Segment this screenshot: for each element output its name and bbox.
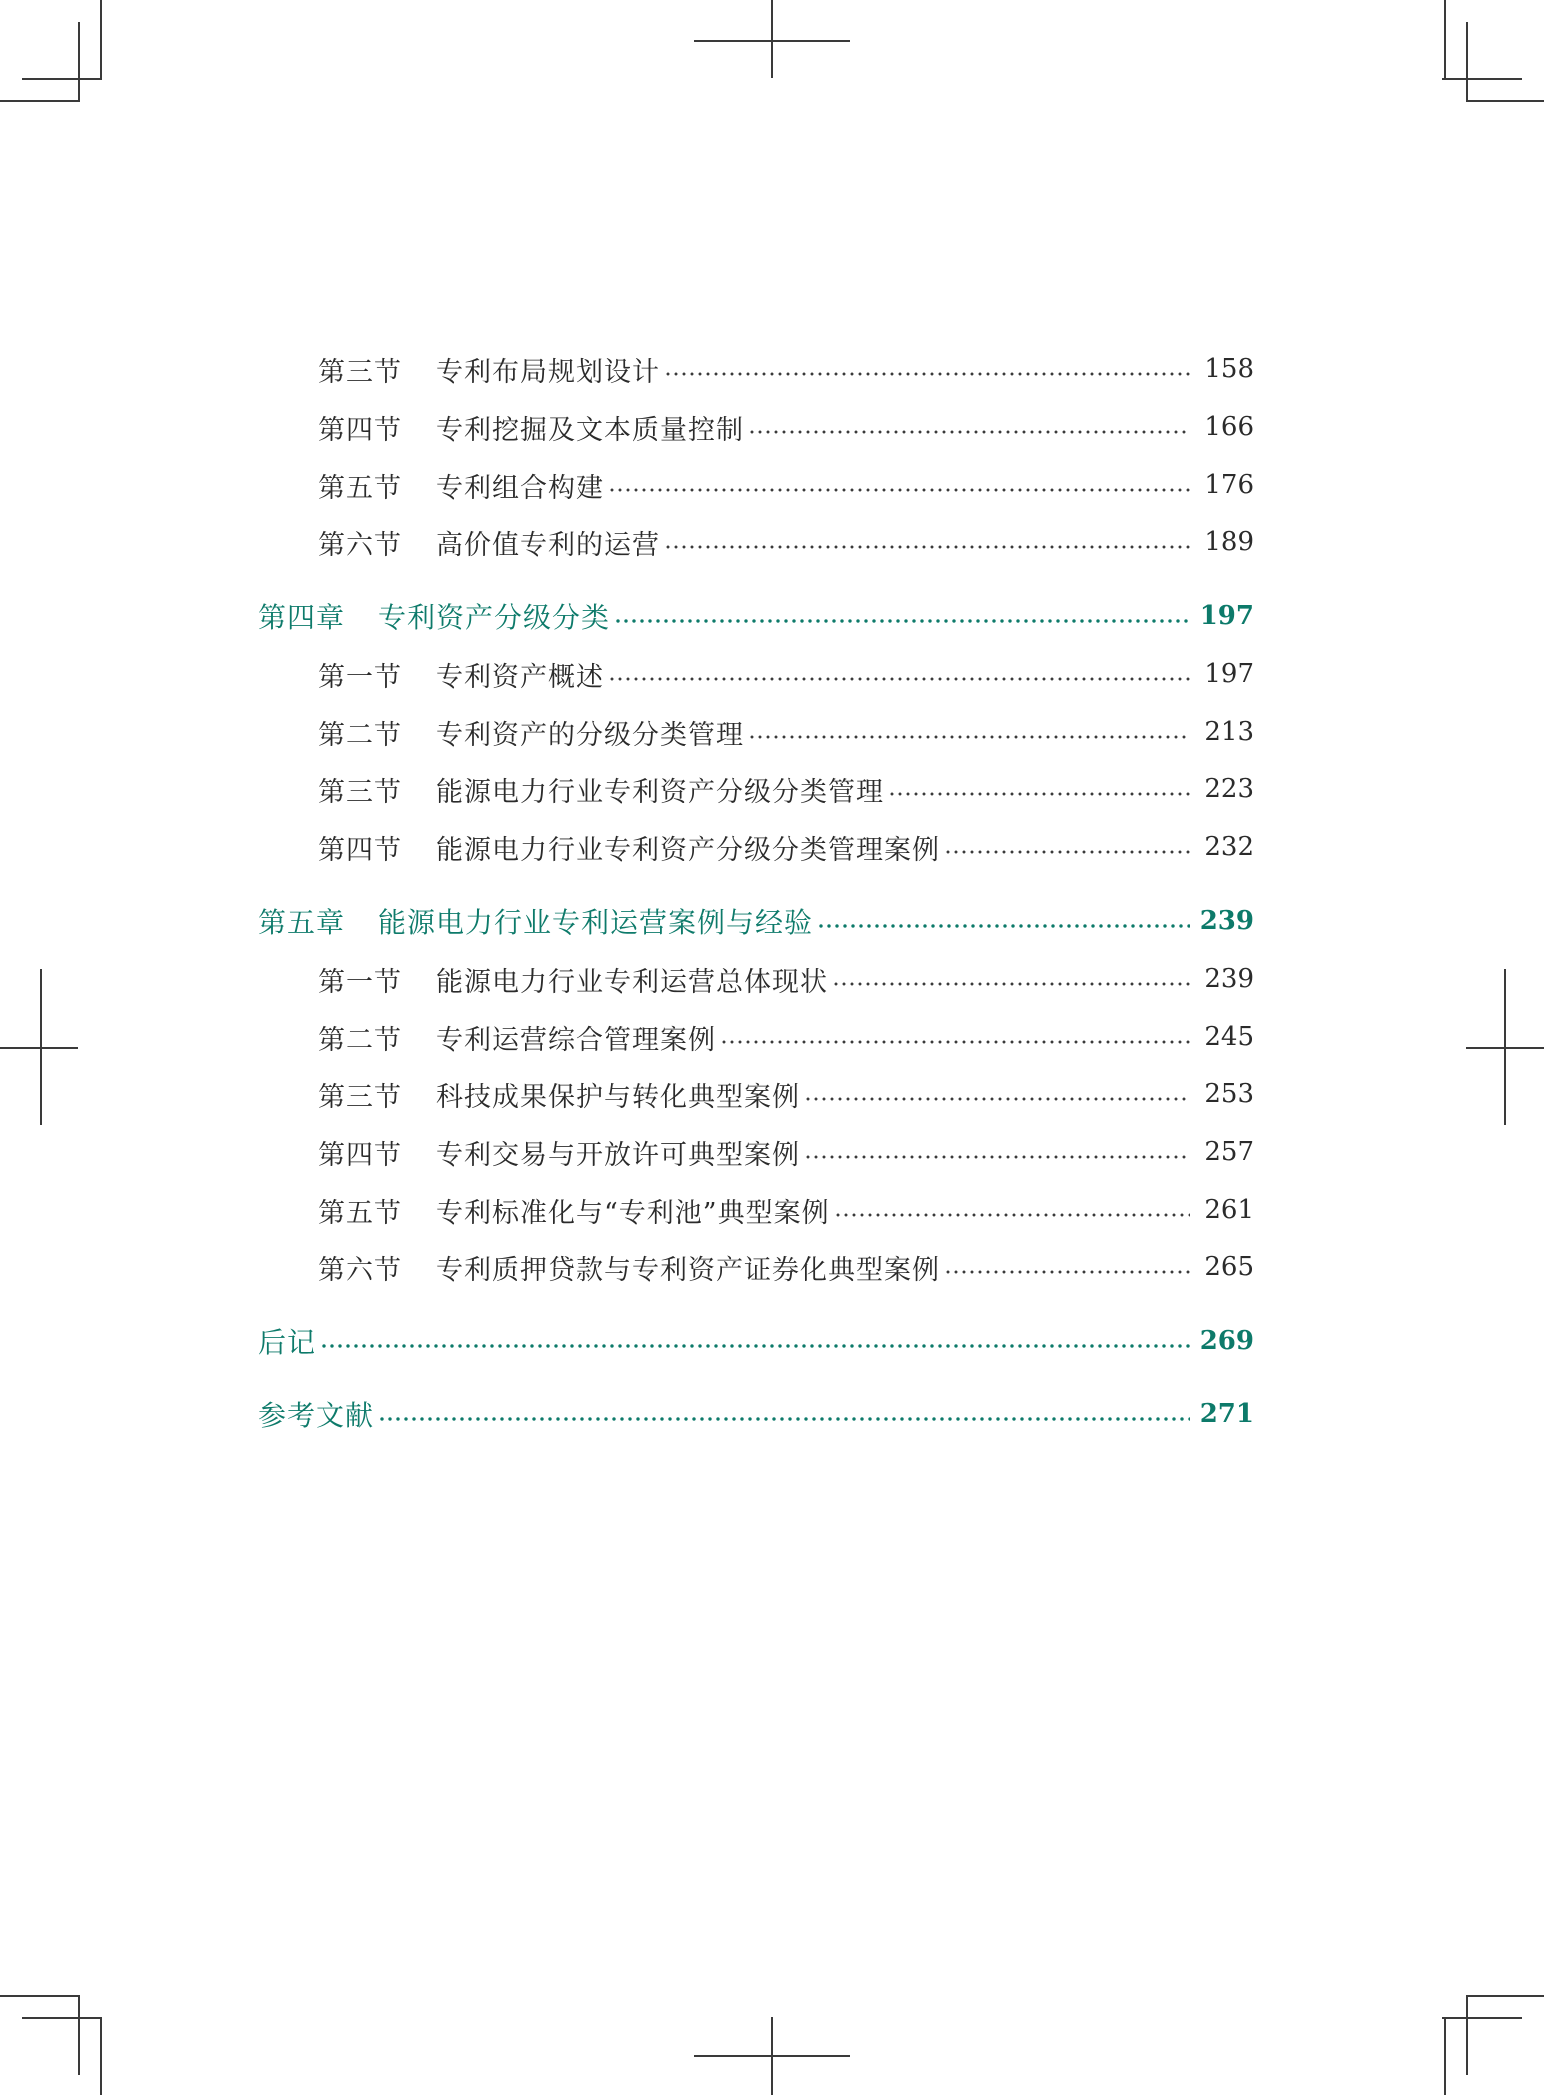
toc-section-entry[interactable] [258,1131,1254,1173]
toc-page-number: 239 [1199,906,1254,936]
toc-entry-label: 第二节 [318,719,402,751]
toc-chapter-entry[interactable] [258,595,1254,637]
toc-page-number: 158 [1204,354,1254,384]
toc-dot-leader [748,735,1190,739]
toc-entry-title: 能源电力行业专利资产分级分类管理案例 [436,834,940,866]
toc-entry-title: 能源电力行业专利运营总体现状 [436,966,828,998]
toc-section-entry[interactable] [258,826,1254,868]
toc-dot-leader [944,1270,1190,1274]
toc-entry-label: 第五节 [318,472,402,504]
toc-page-number: 189 [1204,527,1254,557]
toc-dot-leader [608,677,1190,681]
toc-page-number: 166 [1204,412,1254,442]
toc-dot-leader [664,372,1190,376]
toc-dot-leader [720,1040,1190,1044]
toc-entry-title: 专利挖掘及文本质量控制 [436,414,744,446]
toc-page-number: 257 [1204,1137,1254,1167]
toc-entry-title: 高价值专利的运营 [436,529,660,561]
toc-entry-title: 科技成果保护与转化典型案例 [436,1081,800,1113]
toc-dot-leader [378,1417,1190,1421]
toc-page-number: 261 [1204,1195,1254,1225]
toc-page-number: 265 [1204,1252,1254,1282]
toc-entry-label: 第一节 [318,966,402,998]
toc-section-entry[interactable] [258,1016,1254,1058]
toc-entry-label: 第六节 [318,1254,402,1286]
toc-page-number: 269 [1199,1326,1254,1356]
toc-section-entry[interactable] [258,711,1254,753]
toc-dot-leader [832,982,1190,986]
toc-page-number: 197 [1204,659,1254,689]
toc-entry-label: 第二节 [318,1024,402,1056]
toc-entry-label: 第四节 [318,834,402,866]
toc-dot-leader [748,430,1190,434]
toc-dot-leader [804,1097,1190,1101]
toc-entry-title: 专利质押贷款与专利资产证券化典型案例 [436,1254,940,1286]
toc-page-number: 239 [1204,964,1254,994]
toc-entry-title: 专利资产的分级分类管理 [436,719,744,751]
toc-section-entry[interactable] [258,1073,1254,1115]
toc-section-entry[interactable] [258,958,1254,1000]
toc-entry-title: 专利资产概述 [436,661,604,693]
toc-dot-leader [817,924,1190,928]
toc-entry-title: 专利布局规划设计 [436,356,660,388]
toc-entry-title: 能源电力行业专利运营案例与经验 [378,906,814,939]
toc-entry-title: 专利标准化与“专利池”典型案例 [436,1197,830,1229]
toc-backmatter-entry[interactable] [258,1320,1254,1362]
toc-entry-title: 后记 [258,1326,317,1359]
toc-page-number: 232 [1204,832,1254,862]
toc-entry-label: 第四节 [318,414,402,446]
toc-page-number: 176 [1204,470,1254,500]
toc-backmatter-entry[interactable] [258,1393,1254,1435]
toc-page-number: 253 [1204,1079,1254,1109]
toc-entry-label: 第五章 [258,906,346,939]
toc-section-entry[interactable] [258,464,1254,506]
toc-entry-title: 专利组合构建 [436,472,604,504]
toc-entry-label: 第三节 [318,356,402,388]
toc-dot-leader [664,545,1190,549]
toc-entry-label: 第三节 [318,776,402,808]
toc-page-number: 271 [1199,1399,1254,1429]
toc-page-number: 197 [1199,601,1254,631]
toc-entry-title: 参考文献 [258,1399,375,1432]
toc-page-number: 213 [1204,717,1254,747]
toc-entry-title: 能源电力行业专利资产分级分类管理 [436,776,884,808]
toc-dot-leader [614,619,1190,623]
toc-dot-leader [608,488,1190,492]
toc-entry-label: 第一节 [318,661,402,693]
toc-entry-title: 专利资产分级分类 [378,601,611,634]
toc-dot-leader [944,850,1190,854]
toc-entry-label: 第六节 [318,529,402,561]
toc-section-entry[interactable] [258,1189,1254,1231]
toc-dot-leader [320,1344,1190,1348]
toc-section-entry[interactable] [258,1246,1254,1288]
toc-dot-leader [804,1155,1190,1159]
toc-entry-label: 第五节 [318,1197,402,1229]
toc-page-number: 223 [1204,774,1254,804]
toc-section-entry[interactable] [258,653,1254,695]
toc-section-entry[interactable] [258,348,1254,390]
toc-entry-label: 第四章 [258,601,346,634]
toc-entry-title: 专利运营综合管理案例 [436,1024,716,1056]
toc-section-entry[interactable] [258,406,1254,448]
toc-entry-title: 专利交易与开放许可典型案例 [436,1139,800,1171]
toc-section-entry[interactable] [258,521,1254,563]
toc-page-number: 245 [1204,1022,1254,1052]
toc-chapter-entry[interactable] [258,900,1254,942]
toc-entry-label: 第三节 [318,1081,402,1113]
toc-dot-leader [834,1213,1190,1217]
toc-entry-label: 第四节 [318,1139,402,1171]
toc-section-entry[interactable] [258,768,1254,810]
toc-dot-leader [888,792,1190,796]
